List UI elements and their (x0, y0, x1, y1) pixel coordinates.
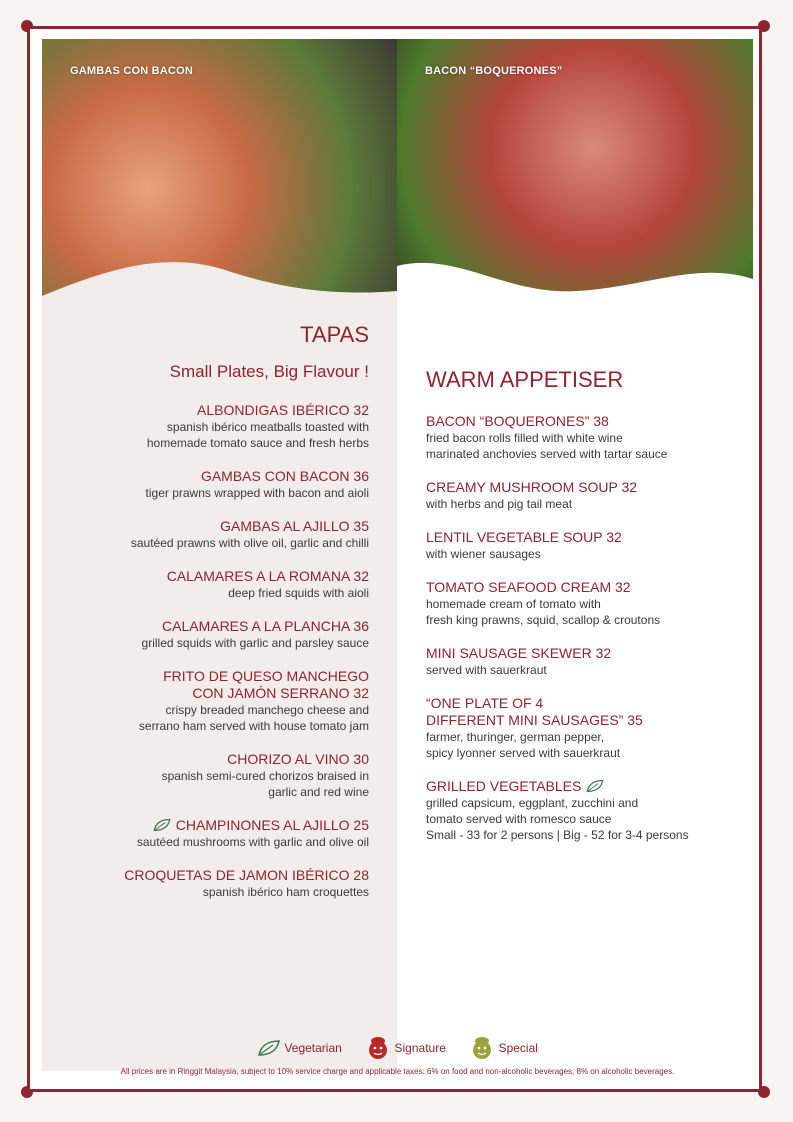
photo-label-left: GAMBAS CON BACON (70, 65, 193, 77)
menu-item-description: homemade cream of tomato with fresh king prawns, squid, scallop & croutons (426, 597, 661, 627)
menu-item-description: fried bacon rolls filled with white wine marinated anchovies served with tartar sauce (426, 431, 668, 461)
menu-item-name-text: LENTIL VEGETABLE SOUP 32 (426, 529, 622, 545)
menu-item-name (426, 529, 746, 546)
menu-item-name-text: CREAMY MUSHROOM SOUP 32 (426, 479, 638, 495)
menu-item-name (69, 817, 369, 834)
menu-item-description: grilled capsicum, eggplant, zucchini and tomato served with romesco sauce Small - 33 for 2 persons | Big - 52 for 3-4 persons (426, 796, 689, 842)
menu-item-name-text: CALAMARES A LA PLANCHA 36 (162, 618, 369, 634)
tapas-subtitle: Small Plates, Big Flavour ! (169, 362, 369, 381)
menu-item (69, 568, 369, 601)
menu-item-name-text: GAMBAS AL AJILLO 35 (220, 518, 369, 534)
menu-item-description: grilled squids with garlic and parsley sauce (141, 636, 369, 650)
menu-item-name (426, 645, 746, 662)
menu-item-name (426, 413, 746, 430)
warm-appetiser-title: WARM APPETISER (426, 367, 624, 392)
menu-item (426, 645, 746, 678)
menu-item-description: crispy breaded manchego cheese and serrano ham served with house tomato jam (138, 703, 369, 733)
menu-item-name-text: GAMBAS CON BACON 36 (200, 468, 369, 484)
menu-item-description: spanish ibérico ham croquettes (202, 885, 369, 899)
menu-item (69, 618, 369, 651)
menu-item-name-text: “ONE PLATE OF 4 DIFFERENT MINI SAUSAGES” 35 (426, 695, 643, 728)
menu-item (426, 778, 746, 843)
leaf-icon (585, 779, 605, 793)
photo-gambas-con-bacon (42, 39, 397, 311)
menu-item-name (69, 518, 369, 535)
legend (30, 1035, 762, 1061)
menu-item-name (69, 751, 369, 768)
menu-item-name (69, 867, 369, 884)
chef-special-icon (469, 1035, 495, 1061)
menu-item-name (426, 579, 746, 596)
menu-item (69, 402, 369, 451)
menu-item-name-text: CHAMPINONES AL AJILLO 25 (175, 817, 369, 833)
menu-page (27, 26, 762, 1092)
legend-signature: Signature (365, 1035, 446, 1061)
menu-item-name (69, 568, 369, 585)
menu-item (69, 468, 369, 501)
menu-item-name (69, 618, 369, 635)
menu-item-description: served with sauerkraut (426, 663, 547, 677)
menu-item (69, 668, 369, 734)
menu-item-name (69, 468, 369, 485)
menu-item (426, 529, 746, 562)
menu-item-description: spanish semi-cured chorizos braised in garlic and red wine (161, 769, 369, 799)
legend-vegetarian: Vegetarian (257, 1039, 342, 1057)
menu-item (69, 518, 369, 551)
menu-item-description: tiger prawns wrapped with bacon and aioli (145, 486, 369, 500)
tapas-list (69, 402, 369, 917)
photo-label-right: BACON “BOQUERONES” (425, 65, 563, 77)
menu-item-name-text: TOMATO SEAFOOD CREAM 32 (426, 579, 631, 595)
menu-item-name (69, 668, 369, 702)
menu-item-description: spanish ibérico meatballs toasted with homemade tomato sauce and fresh herbs (146, 420, 369, 450)
menu-item (426, 579, 746, 628)
menu-item-description: farmer, thuringer, german pepper, spicy lyonner served with sauerkraut (426, 730, 621, 760)
menu-item-description: with wiener sausages (426, 547, 541, 561)
menu-item-name (426, 479, 746, 496)
menu-item-name (426, 778, 746, 795)
menu-item-description: sautéed prawns with olive oil, garlic and chilli (130, 536, 369, 550)
menu-item (426, 413, 746, 462)
menu-item (69, 867, 369, 900)
menu-item (426, 695, 746, 761)
menu-item (69, 817, 369, 850)
chef-signature-icon (365, 1035, 391, 1061)
menu-item-name (69, 402, 369, 419)
menu-item-name-text: ALBONDIGAS IBÉRICO 32 (197, 402, 369, 418)
menu-item-name-text: CROQUETAS DE JAMON IBÉRICO 28 (124, 867, 369, 883)
menu-item (426, 479, 746, 512)
menu-item-name-text: GRILLED VEGETABLES (426, 778, 582, 794)
photo-bacon-boquerones (397, 39, 753, 311)
menu-item-name-text: CALAMARES A LA ROMANA 32 (166, 568, 369, 584)
menu-item-name (426, 695, 746, 729)
legend-special: Special (469, 1035, 538, 1061)
leaf-icon (257, 1039, 281, 1057)
warm-appetiser-list (426, 413, 746, 860)
leaf-icon (152, 818, 172, 832)
menu-item-name-text: CHORIZO AL VINO 30 (227, 751, 369, 767)
tapas-title: TAPAS (300, 322, 369, 347)
menu-item-description: sautéed mushrooms with garlic and olive oil (136, 835, 369, 849)
menu-item-name-text: MINI SAUSAGE SKEWER 32 (426, 645, 612, 661)
menu-item (69, 751, 369, 800)
menu-item-description: with herbs and pig tail meat (426, 497, 573, 511)
menu-item-description: deep fried squids with aioli (228, 586, 369, 600)
price-disclaimer: All prices are in Ringgit Malaysia, subject to 10% service charge and applicable taxes: 6% on food and non-alcoholic beverages, 8% on alcoholic beverages. (120, 1067, 675, 1076)
menu-item-name-text: BACON “BOQUERONES” 38 (426, 413, 609, 429)
menu-item-name-text: FRITO DE QUESO MANCHEGO CON JAMÓN SERRANO 32 (163, 668, 369, 701)
